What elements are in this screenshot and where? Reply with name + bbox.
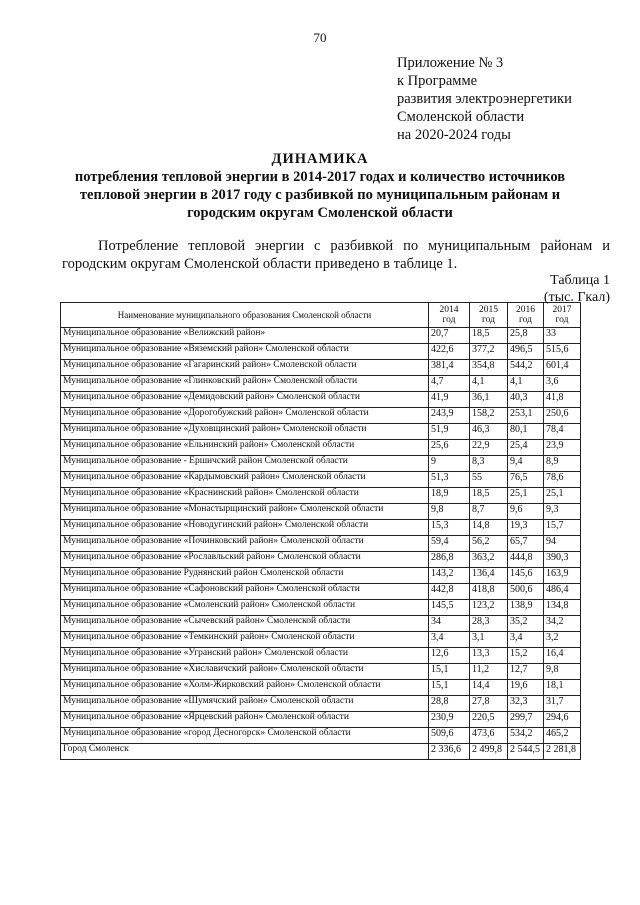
table-row [61, 744, 581, 760]
consumption-value: 59,4 [429, 536, 470, 552]
consumption-value: 12,6 [429, 648, 470, 664]
municipality-name: Муниципальное образование «Демидовский район» Смоленской области [61, 392, 429, 408]
consumption-value: 145,5 [429, 600, 470, 616]
consumption-value: 444,8 [508, 552, 544, 568]
consumption-value: 18,1 [544, 680, 581, 696]
consumption-value: 230,9 [429, 712, 470, 728]
consumption-value: 20,7 [429, 328, 470, 344]
table-row [61, 680, 581, 696]
year-suffix: год [482, 315, 495, 325]
consumption-value: 9,6 [508, 504, 544, 520]
municipality-name: Муниципальное образование - Ершичский район Смоленской области [61, 456, 429, 472]
municipality-name: Муниципальное образование «Починковский район» Смоленской области [61, 536, 429, 552]
consumption-value: 76,5 [508, 472, 544, 488]
consumption-value: 41,8 [544, 392, 581, 408]
municipality-name: Муниципальное образование «Гагаринский район» Смоленской области [61, 360, 429, 376]
consumption-value: 25,4 [508, 440, 544, 456]
consumption-value: 9,3 [544, 504, 581, 520]
year-label: 2015 [479, 305, 498, 315]
consumption-value: 134,8 [544, 600, 581, 616]
table-header-row [61, 303, 581, 328]
table-caption [544, 272, 610, 306]
consumption-value: 136,4 [470, 568, 508, 584]
consumption-value: 2 544,5 [508, 744, 544, 760]
municipality-name: Муниципальное образование «Глинковский район» Смоленской области [61, 376, 429, 392]
consumption-value: 250,6 [544, 408, 581, 424]
municipality-name: Муниципальное образование «Рославльский район» Смоленской области [61, 552, 429, 568]
document-title [0, 150, 640, 222]
consumption-value: 65,7 [508, 536, 544, 552]
table-row [61, 584, 581, 600]
year-label: 2016 [516, 305, 535, 315]
consumption-value: 9,8 [429, 504, 470, 520]
consumption-value: 94 [544, 536, 581, 552]
consumption-value: 51,9 [429, 424, 470, 440]
municipality-name: Муниципальное образование «Смоленский район» Смоленской области [61, 600, 429, 616]
table-row [61, 712, 581, 728]
consumption-value: 15,2 [508, 648, 544, 664]
year-label: 2017 [552, 305, 572, 315]
consumption-value: 28,3 [470, 616, 508, 632]
municipality-name: Муниципальное образование «Новодугинский район» Смоленской области [61, 520, 429, 536]
consumption-value: 2 499,8 [470, 744, 508, 760]
consumption-value: 25,8 [508, 328, 544, 344]
consumption-value: 34,2 [544, 616, 581, 632]
municipality-name: Город Смоленск [61, 744, 429, 760]
consumption-value: 2 281,8 [544, 744, 581, 760]
appendix-line: Приложение № 3 [397, 55, 504, 71]
consumption-value: 442,8 [429, 584, 470, 600]
consumption-value: 36,1 [470, 392, 508, 408]
table-row [61, 632, 581, 648]
consumption-value: 13,3 [470, 648, 508, 664]
table-row [61, 568, 581, 584]
consumption-value: 253,1 [508, 408, 544, 424]
consumption-value: 25,6 [429, 440, 470, 456]
municipality-name: Муниципальное образование «Духовщинский район» Смоленской области [61, 424, 429, 440]
consumption-value: 18,5 [470, 488, 508, 504]
consumption-value: 9 [429, 456, 470, 472]
year-suffix: год [519, 315, 532, 325]
table-label: Таблица 1 [550, 273, 610, 288]
appendix-line: к Программе [397, 73, 478, 89]
table-row [61, 328, 581, 344]
table-row [61, 408, 581, 424]
consumption-value: 390,3 [544, 552, 581, 568]
municipality-name: Муниципальное образование «Сафоновский район» Смоленской области [61, 584, 429, 600]
municipality-name: Муниципальное образование «Велижский район» [61, 328, 429, 344]
consumption-value: 14,4 [470, 680, 508, 696]
consumption-value: 354,8 [470, 360, 508, 376]
consumption-value: 496,5 [508, 344, 544, 360]
consumption-value: 486,4 [544, 584, 581, 600]
consumption-value: 243,9 [429, 408, 470, 424]
table-row [61, 440, 581, 456]
consumption-value: 473,6 [470, 728, 508, 744]
consumption-value: 138,9 [508, 600, 544, 616]
municipality-name: Муниципальное образование «город Десногорск» Смоленской области [61, 728, 429, 744]
table-row [61, 456, 581, 472]
table-row [61, 648, 581, 664]
consumption-value: 422,6 [429, 344, 470, 360]
consumption-value: 145,6 [508, 568, 544, 584]
title-line: городским округам Смоленской области [187, 205, 453, 221]
table-row [61, 664, 581, 680]
consumption-value: 34 [429, 616, 470, 632]
consumption-value: 8,9 [544, 456, 581, 472]
table-row [61, 520, 581, 536]
header-year [508, 303, 544, 328]
consumption-value: 46,3 [470, 424, 508, 440]
consumption-value: 80,1 [508, 424, 544, 440]
consumption-value: 23,9 [544, 440, 581, 456]
consumption-value: 19,6 [508, 680, 544, 696]
consumption-value: 33 [544, 328, 581, 344]
year-suffix: год [555, 315, 569, 325]
consumption-value: 56,2 [470, 536, 508, 552]
consumption-value: 509,6 [429, 728, 470, 744]
consumption-value: 8,3 [470, 456, 508, 472]
consumption-value: 220,5 [470, 712, 508, 728]
year-label: 2014 [439, 305, 459, 315]
title-line: тепловой энергии в 2017 году с разбивкой по муниципальным районам и [79, 187, 561, 203]
consumption-value: 3,4 [508, 632, 544, 648]
table-unit: (тыс. Гкал) [543, 290, 610, 305]
consumption-value: 286,8 [429, 552, 470, 568]
municipality-name: Муниципальное образование «Холм-Жирковский район» Смоленской области [61, 680, 429, 696]
consumption-value: 544,2 [508, 360, 544, 376]
consumption-value: 15,7 [544, 520, 581, 536]
consumption-value: 27,8 [470, 696, 508, 712]
table-row [61, 472, 581, 488]
table-row [61, 424, 581, 440]
table-row [61, 728, 581, 744]
consumption-table [60, 302, 581, 760]
consumption-value: 78,6 [544, 472, 581, 488]
header-year [470, 303, 508, 328]
consumption-value: 3,4 [429, 632, 470, 648]
consumption-value: 9,4 [508, 456, 544, 472]
consumption-value: 19,3 [508, 520, 544, 536]
consumption-value: 51,3 [429, 472, 470, 488]
consumption-value: 15,1 [429, 680, 470, 696]
header-year [429, 303, 470, 328]
municipality-name: Муниципальное образование «Монастырщинский район» Смоленской области [61, 504, 429, 520]
consumption-value: 15,1 [429, 664, 470, 680]
consumption-value: 418,8 [470, 584, 508, 600]
consumption-value: 2 336,6 [429, 744, 470, 760]
consumption-value: 158,2 [470, 408, 508, 424]
consumption-value: 15,3 [429, 520, 470, 536]
municipality-name: Муниципальное образование «Темкинский район» Смоленской области [61, 632, 429, 648]
consumption-value: 22,9 [470, 440, 508, 456]
appendix-line: Смоленской области [397, 109, 525, 125]
consumption-value: 9,8 [544, 664, 581, 680]
consumption-value: 32,3 [508, 696, 544, 712]
consumption-value: 14,8 [470, 520, 508, 536]
table-body [61, 328, 581, 760]
municipality-name: Муниципальное образование «Ельнинский район» Смоленской области [61, 440, 429, 456]
municipality-name: Муниципальное образование «Шумячский район» Смоленской области [61, 696, 429, 712]
consumption-value: 16,4 [544, 648, 581, 664]
municipality-name: Муниципальное образование «Краснинский район» Смоленской области [61, 488, 429, 504]
consumption-value: 41,9 [429, 392, 470, 408]
consumption-value: 3,6 [544, 376, 581, 392]
table-row [61, 600, 581, 616]
municipality-name: Муниципальное образование «Ярцевский район» Смоленской области [61, 712, 429, 728]
consumption-value: 123,2 [470, 600, 508, 616]
consumption-value: 25,1 [544, 488, 581, 504]
table-row [61, 696, 581, 712]
appendix-line: развития электроэнергетики [397, 91, 572, 107]
consumption-value: 35,2 [508, 616, 544, 632]
consumption-value: 25,1 [508, 488, 544, 504]
consumption-value: 3,2 [544, 632, 581, 648]
consumption-value: 78,4 [544, 424, 581, 440]
consumption-value: 28,8 [429, 696, 470, 712]
consumption-value: 55 [470, 472, 508, 488]
consumption-value: 11,2 [470, 664, 508, 680]
consumption-value: 18,9 [429, 488, 470, 504]
municipality-name: Муниципальное образование «Дорогобужский район» Смоленской области [61, 408, 429, 424]
consumption-value: 377,2 [470, 344, 508, 360]
consumption-value: 500,6 [508, 584, 544, 600]
municipality-name: Муниципальное образование Руднянский район Смоленской области [61, 568, 429, 584]
table-row [61, 392, 581, 408]
consumption-value: 40,3 [508, 392, 544, 408]
table-row [61, 376, 581, 392]
year-suffix: год [442, 315, 456, 325]
consumption-value: 143,2 [429, 568, 470, 584]
table-row [61, 344, 581, 360]
consumption-value: 601,4 [544, 360, 581, 376]
municipality-name: Муниципальное образование «Кардымовский район» Смоленской области [61, 472, 429, 488]
consumption-value: 12,7 [508, 664, 544, 680]
consumption-value: 3,1 [470, 632, 508, 648]
consumption-value: 534,2 [508, 728, 544, 744]
table-row [61, 488, 581, 504]
table-row [61, 552, 581, 568]
consumption-value: 363,2 [470, 552, 508, 568]
consumption-value: 31,7 [544, 696, 581, 712]
title-line: потребления тепловой энергии в 2014-2017 годах и количество источников [74, 169, 566, 185]
table-row [61, 504, 581, 520]
consumption-value: 18,5 [470, 328, 508, 344]
appendix-line: на 2020-2024 годы [397, 127, 511, 143]
municipality-name: Муниципальное образование «Сычевский район» Смоленской области [61, 616, 429, 632]
municipality-name: Муниципальное образование «Вяземский район» Смоленской области [61, 344, 429, 360]
table-row [61, 536, 581, 552]
consumption-value: 163,9 [544, 568, 581, 584]
municipality-name: Муниципальное образование «Хиславичский район» Смоленской области [61, 664, 429, 680]
title-line: ДИНАМИКА [271, 151, 369, 167]
consumption-value: 8,7 [470, 504, 508, 520]
consumption-value: 515,6 [544, 344, 581, 360]
consumption-value: 294,6 [544, 712, 581, 728]
intro-paragraph: Потребление тепловой энергии с разбивкой по муниципальным районам и городским округам Смоленской области приведено в таблице 1. [62, 238, 610, 272]
page-number: 70 [313, 30, 327, 45]
consumption-value: 4,1 [508, 376, 544, 392]
consumption-value: 381,4 [429, 360, 470, 376]
table-row [61, 360, 581, 376]
consumption-value: 4,1 [470, 376, 508, 392]
consumption-value: 299,7 [508, 712, 544, 728]
appendix-block [397, 54, 572, 144]
table-row [61, 616, 581, 632]
consumption-value: 465,2 [544, 728, 581, 744]
consumption-value: 4,7 [429, 376, 470, 392]
header-year [544, 303, 581, 328]
municipality-name: Муниципальное образование «Угранский район» Смоленской области [61, 648, 429, 664]
header-name: Наименование муниципального образования Смоленской области [61, 303, 429, 328]
